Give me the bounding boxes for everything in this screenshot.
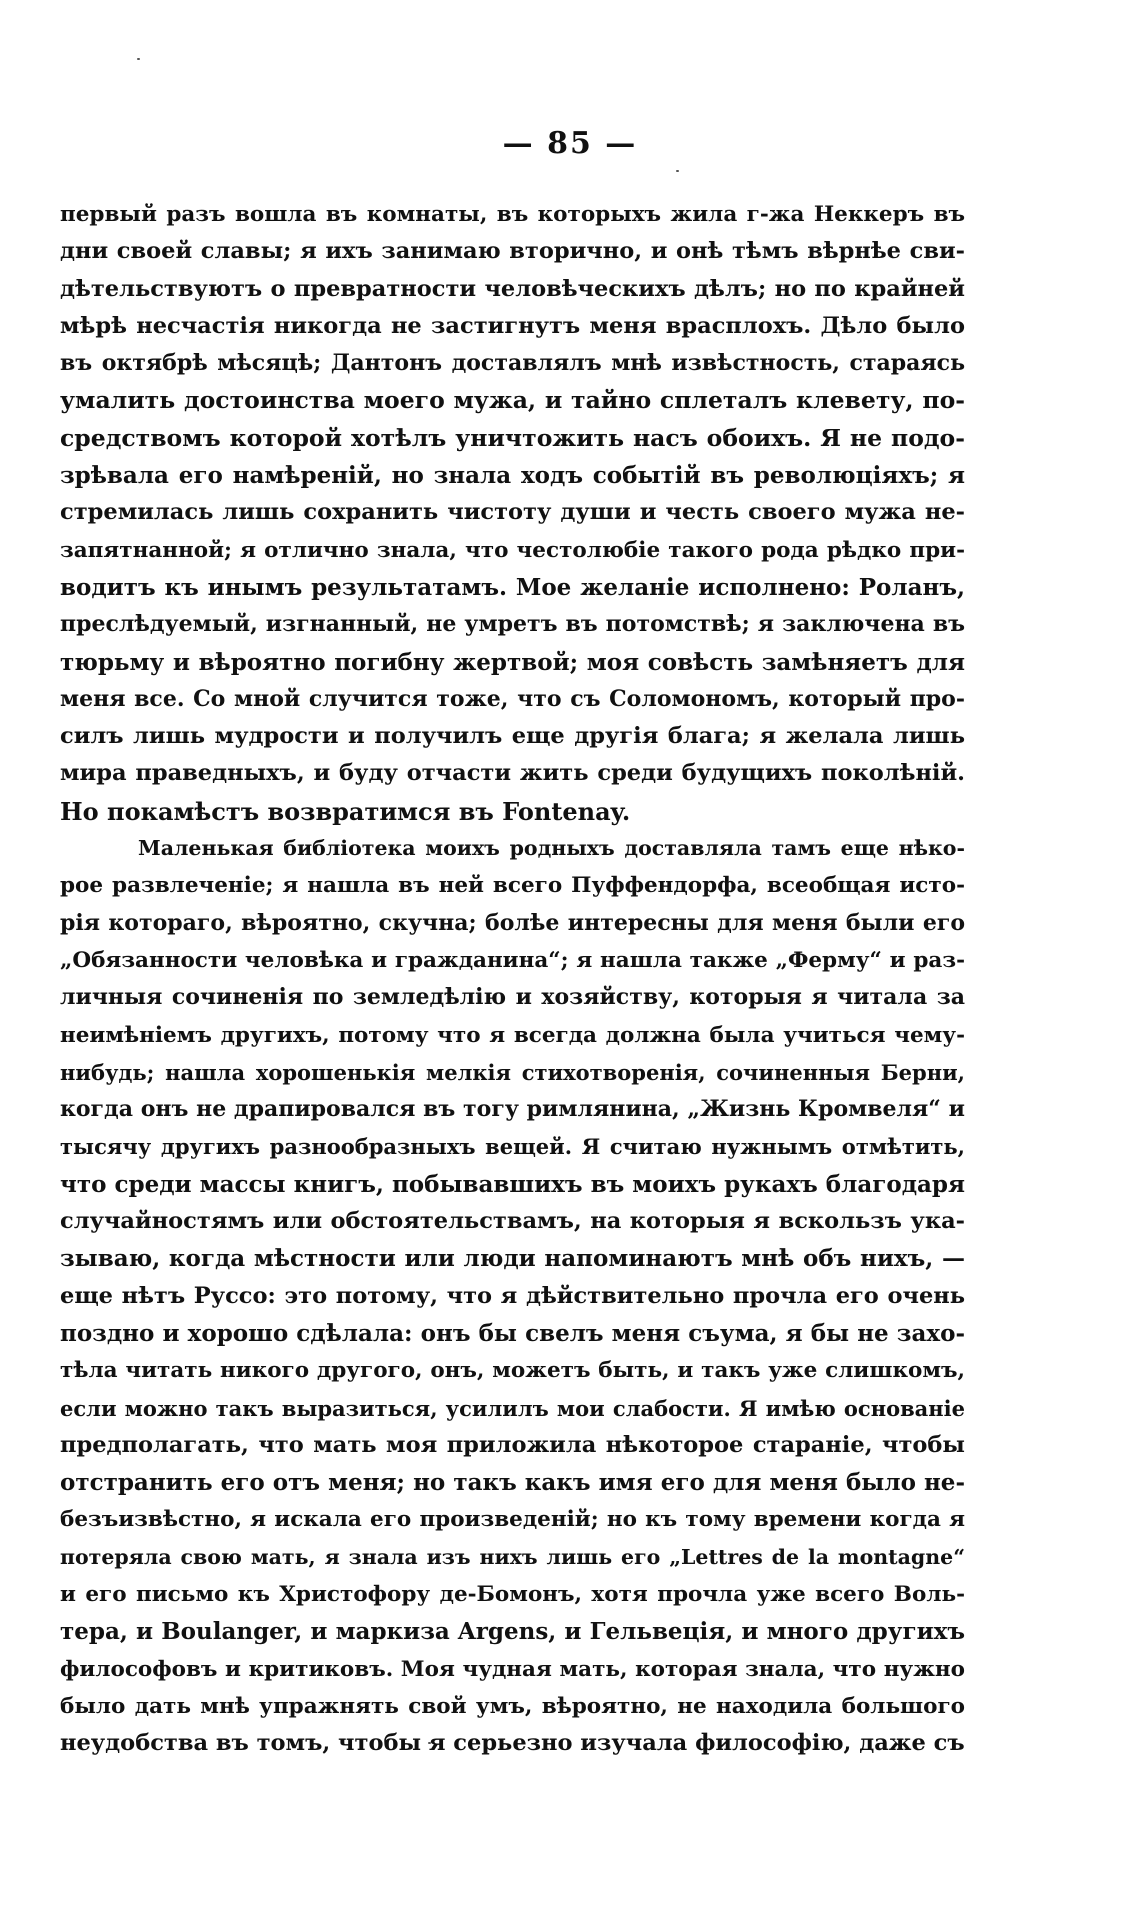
text-line: преслѣдуемый, изгнанный, не умретъ въ потомствѣ; я заключена въ	[60, 611, 965, 638]
text-line: было дать мнѣ упражнять свой умъ, вѣроятно, не находила большого	[60, 1693, 965, 1719]
text-line: силъ лишь мудрости и получилъ еще другія блага; я желала лишь	[60, 723, 965, 750]
text-line: мира праведныхъ, и буду отчасти жить среди будущихъ поколѣній.	[60, 760, 965, 787]
text-line: первый разъ вошла въ комнаты, въ которыхъ жила г-жа Неккеръ въ	[60, 202, 965, 227]
print-speck	[676, 170, 679, 172]
text-line: еще нѣтъ Руссо: это потому, что я дѣйствительно прочла его очень	[60, 1282, 965, 1309]
text-line: средствомъ которой хотѣлъ уничтожить насъ обоихъ. Я не подо-	[60, 423, 965, 452]
text-line: личныя сочиненія по земледѣлію и хозяйству, которыя я читала за	[60, 984, 965, 1011]
text-line: безъизвѣстно, я искала его произведеній; но къ тому времени когда я	[60, 1507, 965, 1533]
print-speck	[137, 58, 140, 60]
text-line: когда онъ не драпировался въ тогу римлянина, „Жизнь Кромвеля“ и	[60, 1096, 965, 1123]
page-number: — 85 —	[502, 126, 638, 161]
text-line: тюрьму и вѣроятно погибну жертвой; моя совѣсть замѣняетъ для	[60, 648, 965, 676]
text-line: мѣрѣ несчастія никогда не застигнутъ меня врасплохъ. Дѣло было	[60, 312, 965, 339]
text-line: и его письмо къ Христофору де-Бомонъ, хотя прочла уже всего Воль-	[60, 1581, 965, 1607]
text-line: философовъ и критиковъ. Моя чудная мать, которая знала, что нужно	[60, 1656, 965, 1682]
text-line: зываю, когда мѣстности или люди напоминаютъ мнѣ объ нихъ, —	[60, 1245, 965, 1273]
text-line: умалить достоинства моего мужа, и тайно сплеталъ клевету, по-	[60, 386, 965, 415]
text-line: меня все. Со мной случится тоже, что съ Соломономъ, который про-	[60, 685, 965, 712]
text-line: неудобства въ томъ, чтобы я серьезно изучала философію, даже съ	[60, 1730, 965, 1757]
text-line: тера, и Boulanger, и маркиза Argens, и Гельвеція, и много другихъ	[60, 1618, 965, 1646]
text-line: тѣла читать никого другого, онъ, можетъ быть, и такъ уже слишкомъ,	[60, 1358, 965, 1384]
text-line: поздно и хорошо сдѣлала: онъ бы свелъ меня съума, я бы не захо-	[60, 1319, 965, 1347]
text-line: дѣтельствуютъ о превратности человѣческихъ дѣлъ; но по крайней	[60, 275, 965, 302]
text-line: случайностямъ или обстоятельствамъ, на которыя я вскользъ ука-	[60, 1208, 965, 1235]
text-line: Маленькая библіотека моихъ родныхъ доставляла тамъ еще нѣко-	[138, 836, 965, 861]
text-line: стремилась лишь сохранить чистоту души и честь своего мужа не-	[60, 499, 965, 526]
text-line: въ октябрѣ мѣсяцѣ; Дантонъ доставлялъ мнѣ извѣстность, стараясь	[60, 350, 965, 377]
body-text	[60, 196, 965, 1762]
text-line: неимѣніемъ другихъ, потому что я всегда должна была учиться чему-	[60, 1022, 965, 1048]
text-line: водитъ къ инымъ результатамъ. Мое желаніе исполнено: Роланъ,	[60, 573, 965, 601]
text-line: потеряла свою мать, я знала изъ нихъ лишь его „Lettres de la montagne“	[60, 1544, 965, 1569]
text-line: что среди массы книгъ, побывавшихъ въ моихъ рукахъ благодаря	[60, 1170, 965, 1198]
text-line: зрѣвала его намѣреній, но знала ходъ событій въ революціяхъ; я	[60, 462, 965, 490]
text-line: Но покамѣстъ возвратимся въ Fontenay.	[60, 796, 631, 826]
text-line: дни своей славы; я ихъ занимаю вторично, и онѣ тѣмъ вѣрнѣе сви-	[60, 238, 965, 265]
text-line: тысячу другихъ разнообразныхъ вещей. Я считаю нужнымъ отмѣтить,	[60, 1134, 965, 1160]
text-line: запятнанной; я отлично знала, что честолюбіе такого рода рѣдко при-	[60, 537, 965, 563]
text-line: „Обязанности человѣка и гражданина“; я нашла также „Ферму“ и раз-	[60, 947, 965, 973]
text-line: нибудь; нашла хорошенькія мелкія стихотворенія, сочиненныя Берни,	[60, 1059, 965, 1085]
text-line: рія котораго, вѣроятно, скучна; болѣе интересны для меня были его	[60, 909, 965, 936]
text-line: отстранить его отъ меня; но такъ какъ имя его для меня было не-	[60, 1469, 965, 1497]
text-line: предполагать, что мать моя приложила нѣкоторое стараніе, чтобы	[60, 1431, 965, 1458]
text-line: рое развлеченіе; я нашла въ ней всего Пуффендорфа, всеобщая исто-	[60, 873, 965, 899]
text-line: если можно такъ выразиться, усилилъ мои слабости. Я имѣю основаніе	[60, 1395, 965, 1421]
